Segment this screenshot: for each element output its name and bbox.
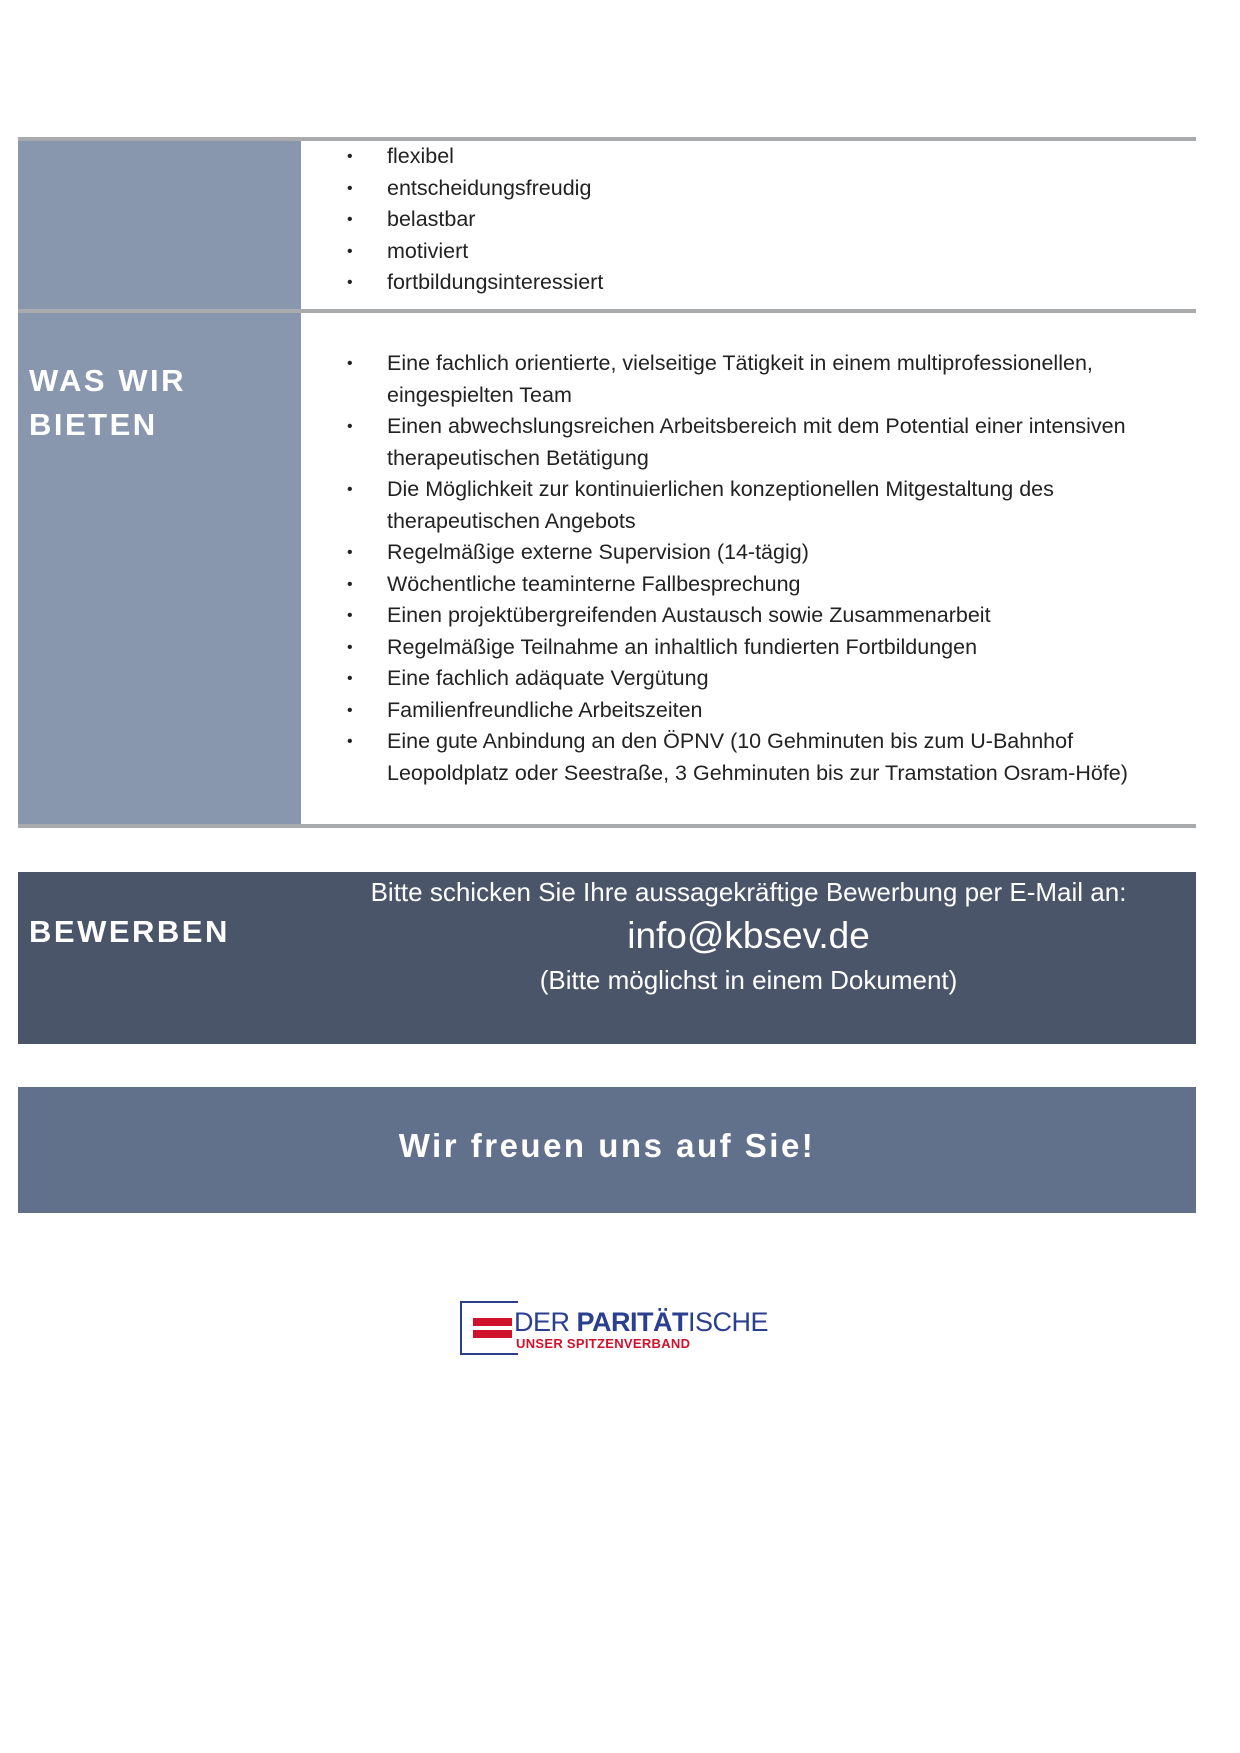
logo-wordmark — [514, 1307, 768, 1337]
apply-email-link[interactable]: info@kbsev.de — [627, 915, 870, 956]
closing-banner — [18, 1087, 1196, 1213]
offer-content — [301, 313, 1196, 824]
offer-title-line1: WAS WIR — [29, 363, 186, 398]
list-item: • Einen abwechslungsreichen Arbeitsbereich mit dem Potential einer intensiven therapeutischen Betätigung — [347, 411, 1186, 474]
list-item: • belastbar — [347, 204, 1186, 236]
list-item: • Die Möglichkeit zur kontinuierlichen konzeptionellen Mitgestaltung des therapeutischen Angebots — [347, 474, 1186, 537]
offer-title-line2: BIETEN — [29, 407, 158, 442]
paritaetische-logo — [460, 1301, 772, 1357]
list-item: • Wöchentliche teaminterne Fallbesprechung — [347, 569, 1186, 601]
list-item: • Regelmäßige Teilnahme an inhaltlich fundierten Fortbildungen — [347, 632, 1186, 664]
apply-title: BEWERBEN — [29, 914, 230, 949]
logo-flag-stripe-top — [473, 1318, 512, 1326]
list-item: • motiviert — [347, 236, 1186, 268]
apply-instruction: Bitte schicken Sie Ihre aussagekräftige Bewerbung per E-Mail an: — [370, 877, 1127, 907]
apply-section — [18, 872, 1196, 1044]
logo-wordmark-bold: PARITÄT — [576, 1307, 689, 1337]
logo-wordmark-tail: ISCHE — [688, 1307, 769, 1337]
logo-wordmark-light: DER — [514, 1307, 577, 1337]
logo-tagline: UNSER SPITZENVERBAND — [516, 1336, 691, 1351]
apply-note: (Bitte möglichst in einem Dokument) — [539, 965, 958, 995]
qualities-section — [18, 141, 1196, 309]
list-item: • Regelmäßige externe Supervision (14-tägig) — [347, 537, 1186, 569]
section-divider-bottom — [18, 824, 1196, 828]
list-item: • Eine fachlich adäquate Vergütung — [347, 663, 1186, 695]
list-item: • fortbildungsinteressiert — [347, 267, 1186, 299]
list-item: • Familienfreundliche Arbeitszeiten — [347, 695, 1186, 727]
apply-details — [301, 872, 1196, 1044]
qualities-side-panel — [18, 141, 301, 309]
offer-list — [347, 348, 1186, 789]
qualities-list — [347, 141, 1186, 299]
list-item: • flexibel — [347, 141, 1186, 173]
offer-side-panel — [18, 313, 301, 824]
logo-flag-stripe-bottom — [473, 1330, 512, 1338]
qualities-content — [301, 141, 1196, 309]
list-item: • Eine fachlich orientierte, vielseitige Tätigkeit in einem multiprofessionellen, eingespielten Team — [347, 348, 1186, 411]
list-item: • entscheidungsfreudig — [347, 173, 1186, 205]
offer-section — [18, 313, 1196, 824]
list-item: • Einen projektübergreifenden Austausch sowie Zusammenarbeit — [347, 600, 1186, 632]
logo-frame — [460, 1301, 518, 1355]
list-item: • Eine gute Anbindung an den ÖPNV (10 Gehminuten bis zum U-Bahnhof Leopoldplatz oder Seestraße, 3 Gehminuten bis zur Tramstation Osram-Höfe) — [347, 726, 1186, 789]
closing-text: Wir freuen uns auf Sie! — [398, 1127, 816, 1164]
offer-title — [29, 359, 186, 447]
